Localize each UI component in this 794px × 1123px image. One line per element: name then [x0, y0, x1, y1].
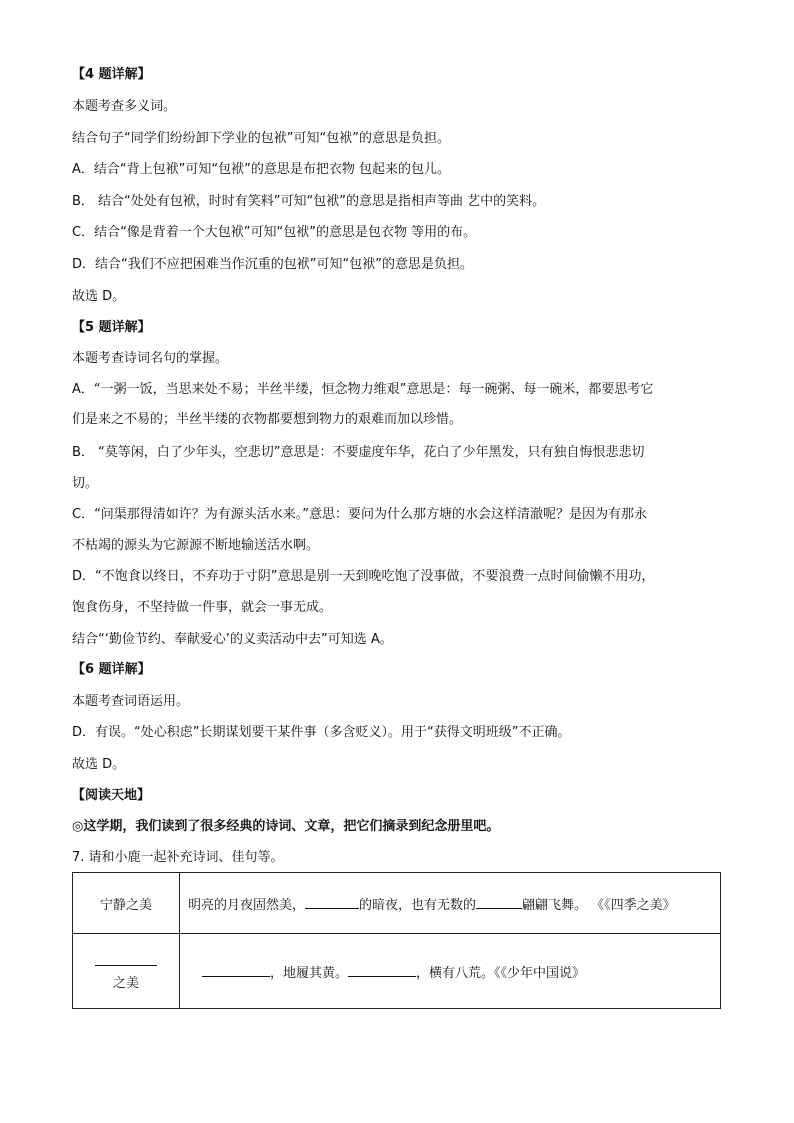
label-fill-blank[interactable]	[95, 951, 157, 966]
q6-option-d: D．有误。“处心积虑”长期谋划要干某件事（多含贬义）。用于“获得文明班级”不正确。	[72, 725, 571, 740]
q5-intro: 本题考查诗词名句的掌握。	[72, 351, 229, 366]
q5-option-b-line2: 切。	[72, 476, 99, 491]
row2-text-part2: ，横有八荒。《《少年中国说》	[416, 965, 586, 981]
q5-title: 【5 题详解】	[72, 320, 151, 335]
q5-option-c-line1: C．“问渠那得清如许？为有源头活水来。”意思：要问为什么那方塘的水会这样清澈呢？是因为有那永	[72, 507, 648, 522]
table-row	[73, 873, 721, 934]
q4-answer: 故选 D。	[72, 289, 126, 304]
q4-context: 结合句子“同学们纷纷卸下学业的包袱”可知“包袱”的意思是负担。	[72, 131, 450, 146]
q4-intro: 本题考查多义词。	[72, 99, 177, 114]
fill-blank[interactable]	[305, 896, 359, 909]
q4-title: 【4 题详解】	[72, 67, 151, 82]
row1-text-part3: 翩翩飞舞。 《《四季之美》	[522, 897, 676, 913]
q4-option-b: B． 结合“处处有包袱，时时有笑料”可知“包袱”的意思是指相声等曲 艺中的笑料。	[72, 194, 546, 209]
q6-title: 【6 题详解】	[72, 662, 151, 677]
fill-blank[interactable]	[202, 964, 270, 977]
table-row	[73, 934, 721, 1009]
row1-text-part2: 的暗夜，也有无数的	[359, 897, 477, 913]
question-7-prompt: 7. 请和小鹿一起补充诗词、佳句等。	[72, 850, 284, 865]
row1-label: 宁静之美	[99, 897, 152, 913]
q5-conclusion: 结合“‘勤俭节约、奉献爱心’的义卖活动中去”可知选 A。	[72, 632, 393, 647]
table-content-cell	[180, 934, 721, 1009]
q5-option-b-line1: B． “莫等闲，白了少年头，空悲切”意思是：不要虚度年华，花白了少年黑发，只有独自悔恨悲悲切	[72, 445, 645, 460]
q4-option-a: A．结合“背上包袱”可知“包袱”的意思是布把衣物 包起来的包儿。	[72, 162, 450, 177]
row2-text-part1: ，地履其黄。	[270, 965, 349, 981]
q4-option-c: C．结合“像是背着一个大包袱”可知“包袱”的意思是包衣物 等用的布。	[72, 225, 477, 240]
table-content-cell	[180, 873, 721, 934]
reading-lead: ◎这学期，我们读到了很多经典的诗词、文章，把它们摘录到纪念册里吧。	[72, 819, 500, 834]
row2-label: 之美	[112, 976, 139, 991]
q5-option-c-line2: 不枯竭的源头为它源源不断地输送活水啊。	[72, 538, 320, 553]
fill-blank[interactable]	[348, 964, 416, 977]
q5-option-a-line1: A．“一粥一饭，当思来处不易；半丝半缕，恒念物力维艰”意思是：每一碗粥、每一碗米，都要思考它	[72, 382, 654, 397]
table-label-cell	[73, 934, 180, 1009]
q5-option-d-line1: D．“不饱食以终日，不弃功于寸阴”意思是别一天到晚吃饱了没事做，不要浪费一点时间偷懒不用功，	[72, 569, 655, 584]
row1-text-part1: 明亮的月夜固然美，	[188, 897, 306, 913]
q4-option-d: D．结合“我们不应把困难当作沉重的包袱”可知“包袱”的意思是负担。	[72, 257, 473, 272]
q6-intro: 本题考查词语运用。	[72, 694, 190, 709]
q5-option-d-line2: 饱食伤身，不坚持做一件事，就会一事无成。	[72, 600, 333, 615]
q5-option-a-line2: 们是来之不易的；半丝半缕的衣物都要想到物力的艰难而加以珍惜。	[72, 412, 463, 427]
poem-fill-table	[72, 872, 721, 1009]
reading-heading: 【阅读天地】	[72, 788, 151, 803]
fill-blank[interactable]	[476, 896, 522, 909]
q6-answer: 故选 D。	[72, 757, 126, 772]
table-label-cell	[73, 873, 180, 934]
